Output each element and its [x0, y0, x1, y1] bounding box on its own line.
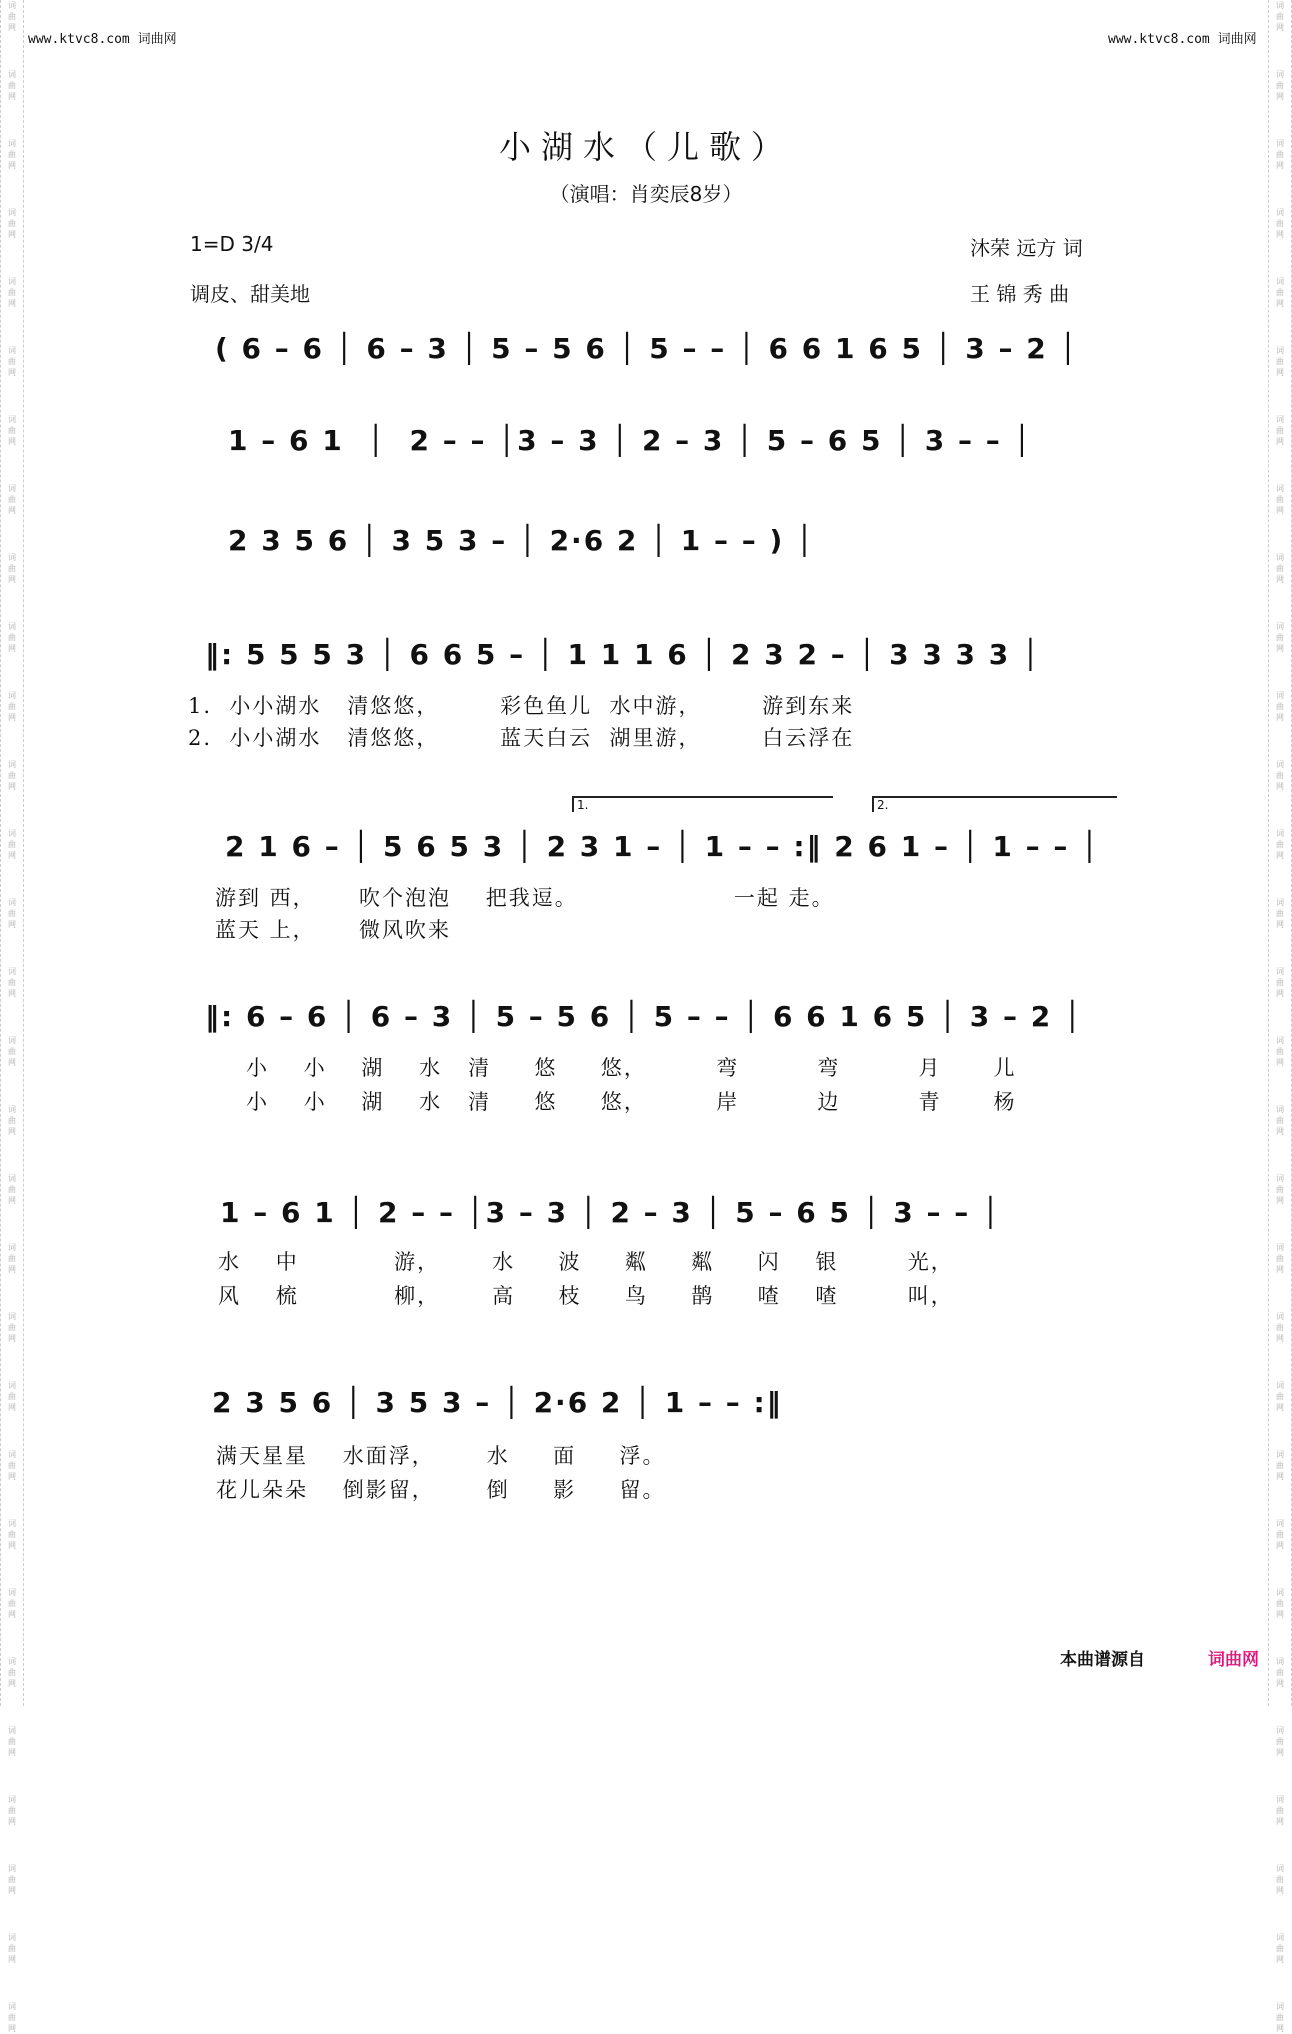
- watermark-side-text: 词 曲 网: [1276, 139, 1284, 170]
- notation-line-7: 1 – 6 1 │ 2 – – │3 – 3 │ 2 – 3 │ 5 – 6 5 │ 3 – – │: [220, 1196, 1001, 1229]
- watermark-side-text: 词 曲 网: [1276, 1312, 1284, 1343]
- lyric-v1-line5: 满天星星 水面浮， 水 面 浮。: [216, 1444, 666, 1468]
- watermark-side-text: 词 曲 网: [1276, 967, 1284, 998]
- watermark-side-text: 词 曲 网: [1276, 1726, 1284, 1757]
- composer-credit: 王 锦 秀 曲: [970, 282, 1070, 306]
- right-watermark-strip: [1268, 0, 1292, 2033]
- watermark-side-text: 词 曲 网: [1276, 415, 1284, 446]
- lyric-v2-line3: 小 小 湖 水 清 悠 悠， 岸 边 青 杨: [246, 1090, 1017, 1114]
- lyric-v1-line3: 小 小 湖 水 清 悠 悠， 弯 弯 月 儿: [246, 1056, 1017, 1080]
- lyricist-credit: 沐荣 远方 词: [970, 236, 1083, 260]
- watermark-side-text: 词 曲 网: [8, 139, 16, 170]
- watermark-side-text: 词 曲 网: [8, 1726, 16, 1757]
- watermark-side-text: 词 曲 网: [1276, 760, 1284, 791]
- watermark-side-text: 词 曲 网: [1276, 2002, 1284, 2033]
- watermark-side-text: 词 曲 网: [8, 829, 16, 860]
- lyric-v2-line2: 蓝天 上， 微风吹来: [215, 918, 452, 942]
- watermark-side-text: 词 曲 网: [1276, 1657, 1284, 1688]
- watermark-side-text: 词 曲 网: [8, 1450, 16, 1481]
- key-signature: 1=D 3/4: [190, 232, 274, 256]
- lyric-v1-line4: 水 中 游， 水 波 粼 粼 闪 银 光，: [218, 1250, 954, 1274]
- watermark-side-text: 词 曲 网: [1276, 1174, 1284, 1205]
- watermark-side-text: 词 曲 网: [8, 1, 16, 32]
- footer-source-label: 本曲谱源自: [1060, 1650, 1145, 1670]
- watermark-side-text: 词 曲 网: [8, 691, 16, 722]
- watermark-side-text: 词 曲 网: [8, 70, 16, 101]
- watermark-side-text: 词 曲 网: [8, 1864, 16, 1895]
- watermark-side-text: 词 曲 网: [1276, 208, 1284, 239]
- watermark-side-text: 词 曲 网: [8, 208, 16, 239]
- notation-line-4: ‖: 5 5 5 3 │ 6 6 5 – │ 1 1 1 6 │ 2 3 2 – │ 3 3 3 3 │: [205, 638, 1041, 671]
- watermark-side-text: 词 曲 网: [1276, 622, 1284, 653]
- watermark-side-text: 词 曲 网: [1276, 277, 1284, 308]
- lyric-v2-line4: 风 梳 柳， 高 枝 鸟 鹊 喳 喳 叫，: [218, 1284, 954, 1308]
- watermark-side-text: 词 曲 网: [1276, 691, 1284, 722]
- watermark-side-text: 词 曲 网: [8, 898, 16, 929]
- watermark-side-text: 词 曲 网: [1276, 1036, 1284, 1067]
- watermark-side-text: 词 曲 网: [8, 1312, 16, 1343]
- performance-style: 调皮、甜美地: [190, 282, 310, 306]
- watermark-side-text: 词 曲 网: [1276, 1105, 1284, 1136]
- watermark-side-text: 词 曲 网: [1276, 1243, 1284, 1274]
- left-watermark-strip: [0, 0, 24, 2033]
- watermark-side-text: 词 曲 网: [8, 1105, 16, 1136]
- watermark-side-text: 词 曲 网: [8, 1036, 16, 1067]
- watermark-side-text: 词 曲 网: [8, 967, 16, 998]
- volta-first-ending: 1.: [572, 796, 833, 812]
- watermark-side-text: 词 曲 网: [8, 1795, 16, 1826]
- watermark-side-text: 词 曲 网: [1276, 346, 1284, 377]
- watermark-side-text: 词 曲 网: [1276, 1381, 1284, 1412]
- watermark-side-text: 词 曲 网: [8, 1519, 16, 1550]
- footer-brand-logo[interactable]: 词曲网: [1208, 1650, 1259, 1670]
- watermark-side-text: 词 曲 网: [8, 1174, 16, 1205]
- watermark-side-text: 词 曲 网: [1276, 1933, 1284, 1964]
- watermark-side-text: 词 曲 网: [1276, 1519, 1284, 1550]
- notation-line-2: 1 – 6 1 │ 2 – – │3 – 3 │ 2 – 3 │ 5 – 6 5 │ 3 – – │: [228, 424, 1033, 457]
- watermark-side-text: 词 曲 网: [8, 2002, 16, 2033]
- watermark-side-text: 词 曲 网: [1276, 1864, 1284, 1895]
- watermark-side-text: 词 曲 网: [8, 277, 16, 308]
- notation-line-1: ( 6 – 6 │ 6 – 3 │ 5 – 5 6 │ 5 – – │ 6 6 1 6 5 │ 3 – 2 │: [215, 332, 1079, 365]
- watermark-side-text: 词 曲 网: [1276, 70, 1284, 101]
- watermark-url-right: www.ktvc8.com 词曲网: [1108, 32, 1257, 47]
- watermark-side-text: 词 曲 网: [8, 760, 16, 791]
- watermark-side-text: 词 曲 网: [1276, 1588, 1284, 1619]
- lyric-v1-line2: 游到 西， 吹个泡泡 把我逗。 一起 走。: [215, 886, 835, 910]
- watermark-side-text: 词 曲 网: [8, 1381, 16, 1412]
- watermark-side-text: 词 曲 网: [8, 484, 16, 515]
- watermark-side-text: 词 曲 网: [8, 346, 16, 377]
- lyric-v2-line5: 花儿朵朵 倒影留， 倒 影 留。: [216, 1478, 666, 1502]
- lyric-v1-line1: 1. 小小湖水 清悠悠， 彩色鱼儿 水中游， 游到东来: [188, 694, 855, 718]
- volta-second-ending: 2.: [872, 796, 1117, 812]
- watermark-side-text: 词 曲 网: [1276, 898, 1284, 929]
- watermark-side-text: 词 曲 网: [8, 1657, 16, 1688]
- song-title: 小湖水（儿歌）: [498, 128, 793, 166]
- watermark-side-text: 词 曲 网: [1276, 829, 1284, 860]
- notation-line-6: ‖: 6 – 6 │ 6 – 3 │ 5 – 5 6 │ 5 – – │ 6 6 1 6 5 │ 3 – 2 │: [205, 1000, 1083, 1033]
- watermark-side-text: 词 曲 网: [1276, 553, 1284, 584]
- notation-line-5: 2 1 6 – │ 5 6 5 3 │ 2 3 1 – │ 1 – – :‖ 2 6 1 – │ 1 – – │: [225, 830, 1100, 863]
- watermark-url-left: www.ktvc8.com 词曲网: [28, 32, 177, 47]
- watermark-side-text: 词 曲 网: [8, 1588, 16, 1619]
- watermark-side-text: 词 曲 网: [8, 553, 16, 584]
- song-subtitle: （演唱：肖奕辰8岁）: [549, 182, 743, 206]
- watermark-side-text: 词 曲 网: [8, 1933, 16, 1964]
- notation-line-3: 2 3 5 6 │ 3 5 3 – │ 2·6 2 │ 1 – – ) │: [228, 524, 815, 557]
- notation-line-8: 2 3 5 6 │ 3 5 3 – │ 2·6 2 │ 1 – – :‖: [212, 1386, 783, 1419]
- lyric-v2-line1: 2. 小小湖水 清悠悠， 蓝天白云 湖里游， 白云浮在: [188, 726, 855, 750]
- watermark-side-text: 词 曲 网: [1276, 1795, 1284, 1826]
- watermark-side-text: 词 曲 网: [1276, 1, 1284, 32]
- watermark-side-text: 词 曲 网: [8, 622, 16, 653]
- watermark-side-text: 词 曲 网: [8, 1243, 16, 1274]
- watermark-side-text: 词 曲 网: [1276, 1450, 1284, 1481]
- watermark-side-text: 词 曲 网: [1276, 484, 1284, 515]
- watermark-side-text: 词 曲 网: [8, 415, 16, 446]
